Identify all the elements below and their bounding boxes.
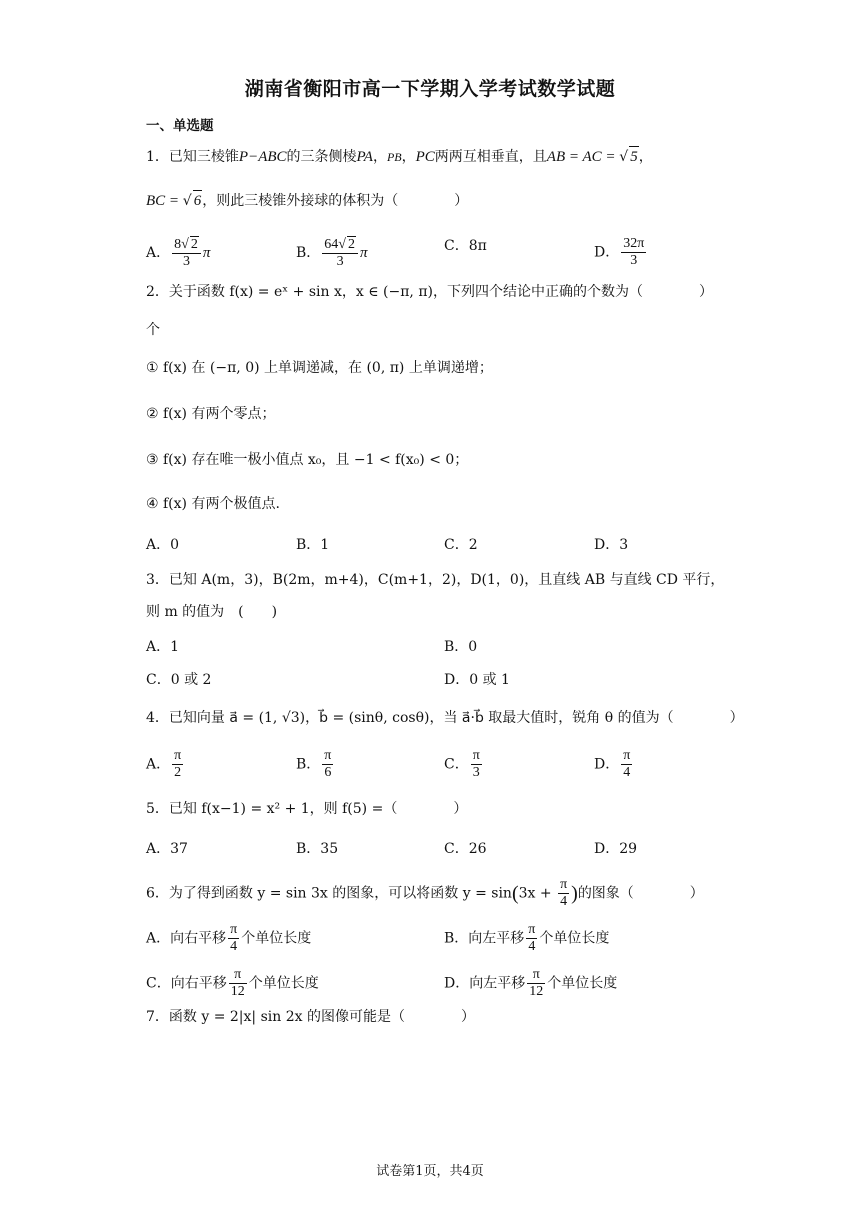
numerator: π [472,748,480,763]
fraction [322,748,333,781]
math-expression: PC [415,149,435,165]
question-text: ， [372,149,387,165]
option-label: C． [444,756,469,773]
q3-option-d: D．0 或 1 [444,672,510,688]
fraction: $\frac{8√ 2}{3}$ [172,236,201,270]
q3-option-c: C．0 或 2 [146,672,212,688]
numerator: π [230,922,238,937]
option-label: B． [296,756,321,773]
question-text: ， [638,149,653,165]
denominator: 2 [174,765,182,780]
numerator: π [528,922,536,937]
question-3-line-1: 3．已知 A(m，3)，B(2m，m+4)，C(m+1，2)，D(1，0)，且直线 AB 与直线 CD 平行， [146,572,725,588]
question-text: 两两互相垂直，且 [434,149,547,165]
question-1-line-1: 1．已知三棱锥P−ABC的三条侧棱PA，PB，PC两两互相垂直，且AB = AC = √ 5， [146,146,653,167]
q2-option-a: A．0 [146,537,180,553]
question-text: ，则此三棱锥外接球的体积为（ ） [202,193,469,209]
math-expression: AB = AC = [546,149,620,165]
q5-option-c: C．26 [444,841,487,857]
fraction [527,967,545,1000]
question-2-line-2: 个 [146,322,160,338]
numerator: π [229,967,247,984]
question-text: 6．为了得到函数 y = sin 3x 的图象，可以将函数 y = sin [146,885,512,902]
q1-option-a [146,236,210,270]
q2-option-c: C．2 [444,537,478,553]
option-text: A．向右平移 [146,930,227,947]
question-5-line-1: 5．已知 f(x−1) = x² + 1，则 f(5) =（ ） [146,801,468,817]
q3-option-b: B．0 [444,639,478,655]
fraction: $\frac{64√ 2}{3}$ [322,236,358,270]
question-3-line-2: 则 m 的值为 ( ) [146,604,278,620]
q1-option-c: C．8π [444,238,487,254]
option-text: C．向右平移 [146,975,227,992]
option-label: A． [146,245,171,261]
denominator: 4 [528,939,536,954]
pi-symbol: π [359,245,368,261]
q1-option-b [296,236,368,270]
denominator: 3 [336,254,344,269]
question-2-statement-1: ① f(x) 在 (−π, 0) 上单调递减，在 (0, π) 上单调递增； [146,360,493,376]
question-2-line-1: 2．关于函数 f(x) = eˣ + sin x，x ∈ (−π, π)，下列四个结论中正确的个数为（ ） [146,284,713,300]
q1-option-d [594,236,648,269]
q4-option-c [444,748,484,781]
question-2-statement-3: ③ f(x) 存在唯一极小值点 x₀，且 −1 < f(x₀) < 0； [146,452,469,468]
q6-option-d [444,967,617,1000]
q6-option-b [444,922,609,955]
question-7-line-1: 7．函数 y = 2|x| sin 2x 的图像可能是（ ） [146,1009,475,1025]
option-text: B．向左平移 [444,930,525,947]
math-expression: BC = [146,193,183,209]
right-paren: ) [571,882,578,905]
denominator: 4 [230,939,238,954]
question-text: ， [401,149,416,165]
q4-option-d [594,748,634,781]
denominator: 3 [630,253,638,268]
option-label: A． [146,756,171,773]
sqrt-radicand: 5 [629,146,639,167]
numerator: 64 [324,237,339,252]
math-expression: PB [386,150,402,164]
numerator: 8 [174,237,182,252]
fraction [172,748,183,781]
question-2-statement-2: ② f(x) 有两个零点； [146,406,276,422]
fraction [621,748,632,781]
option-text: D．向左平移 [444,975,526,992]
numerator: π [527,967,545,984]
denominator: 3 [182,254,190,269]
fraction [526,922,537,955]
q4-option-a [146,748,185,781]
fraction [228,922,239,955]
page-footer: 试卷第1页，共4页 [376,1164,484,1179]
sqrt-radicand: 6 [193,190,203,211]
sqrt-radicand: 2 [347,237,355,252]
math-expression: P−ABC [238,149,287,165]
question-1-line-2: BC = √ 6，则此三棱锥外接球的体积为（ ） [146,190,468,211]
question-text: 1．已知三棱锥 [146,149,239,165]
numerator: π [560,877,568,892]
fraction [558,877,569,910]
denominator: 3 [472,765,480,780]
q6-option-c [146,967,319,1000]
denominator: 12 [529,984,544,999]
q2-option-b: B．1 [296,537,330,553]
option-text: 个单位长度 [547,975,618,992]
math-expression: 3x + [518,885,557,902]
q6-option-a [146,922,311,955]
q5-option-d: D．29 [594,841,638,857]
option-text: 个单位长度 [241,930,312,947]
option-label: D． [594,756,620,773]
denominator: 4 [623,765,631,780]
denominator: 12 [230,984,245,999]
sqrt-radicand: 2 [190,237,198,252]
question-text: 的三条侧棱 [286,149,357,165]
section-heading: 一、单选题 [146,118,214,134]
pi-symbol: π [202,245,211,261]
question-text: 的图象（ ） [577,885,704,902]
denominator: 4 [560,894,568,909]
q4-option-b [296,748,335,781]
numerator: 32π [623,236,645,251]
option-label: D． [594,244,620,261]
numerator: π [623,748,631,763]
fraction [229,967,247,1000]
question-4-line-1: 4．已知向量 a⃗ = (1, √3)，b⃗ = (sinθ, cosθ)，当 a⃗·b⃗ 取最大值时，锐角 θ 的值为（ ） [146,710,744,726]
option-label: B． [296,245,321,261]
option-text: 个单位长度 [248,975,319,992]
q5-option-b: B．35 [296,841,339,857]
denominator: 6 [324,765,332,780]
fraction [471,748,482,781]
question-6-line-1 [146,877,704,910]
left-paren: ( [511,882,519,905]
q2-option-d: D．3 [594,537,629,553]
q5-option-a: A．37 [146,841,188,857]
option-text: 个单位长度 [539,930,610,947]
question-2-statement-4: ④ f(x) 有两个极值点. [146,496,280,512]
math-expression: PA [356,149,373,165]
fraction [621,236,646,269]
numerator: π [174,748,182,763]
q3-option-a: A．1 [146,639,180,655]
page-title: 湖南省衡阳市高一下学期入学考试数学试题 [244,78,616,100]
numerator: π [324,748,332,763]
